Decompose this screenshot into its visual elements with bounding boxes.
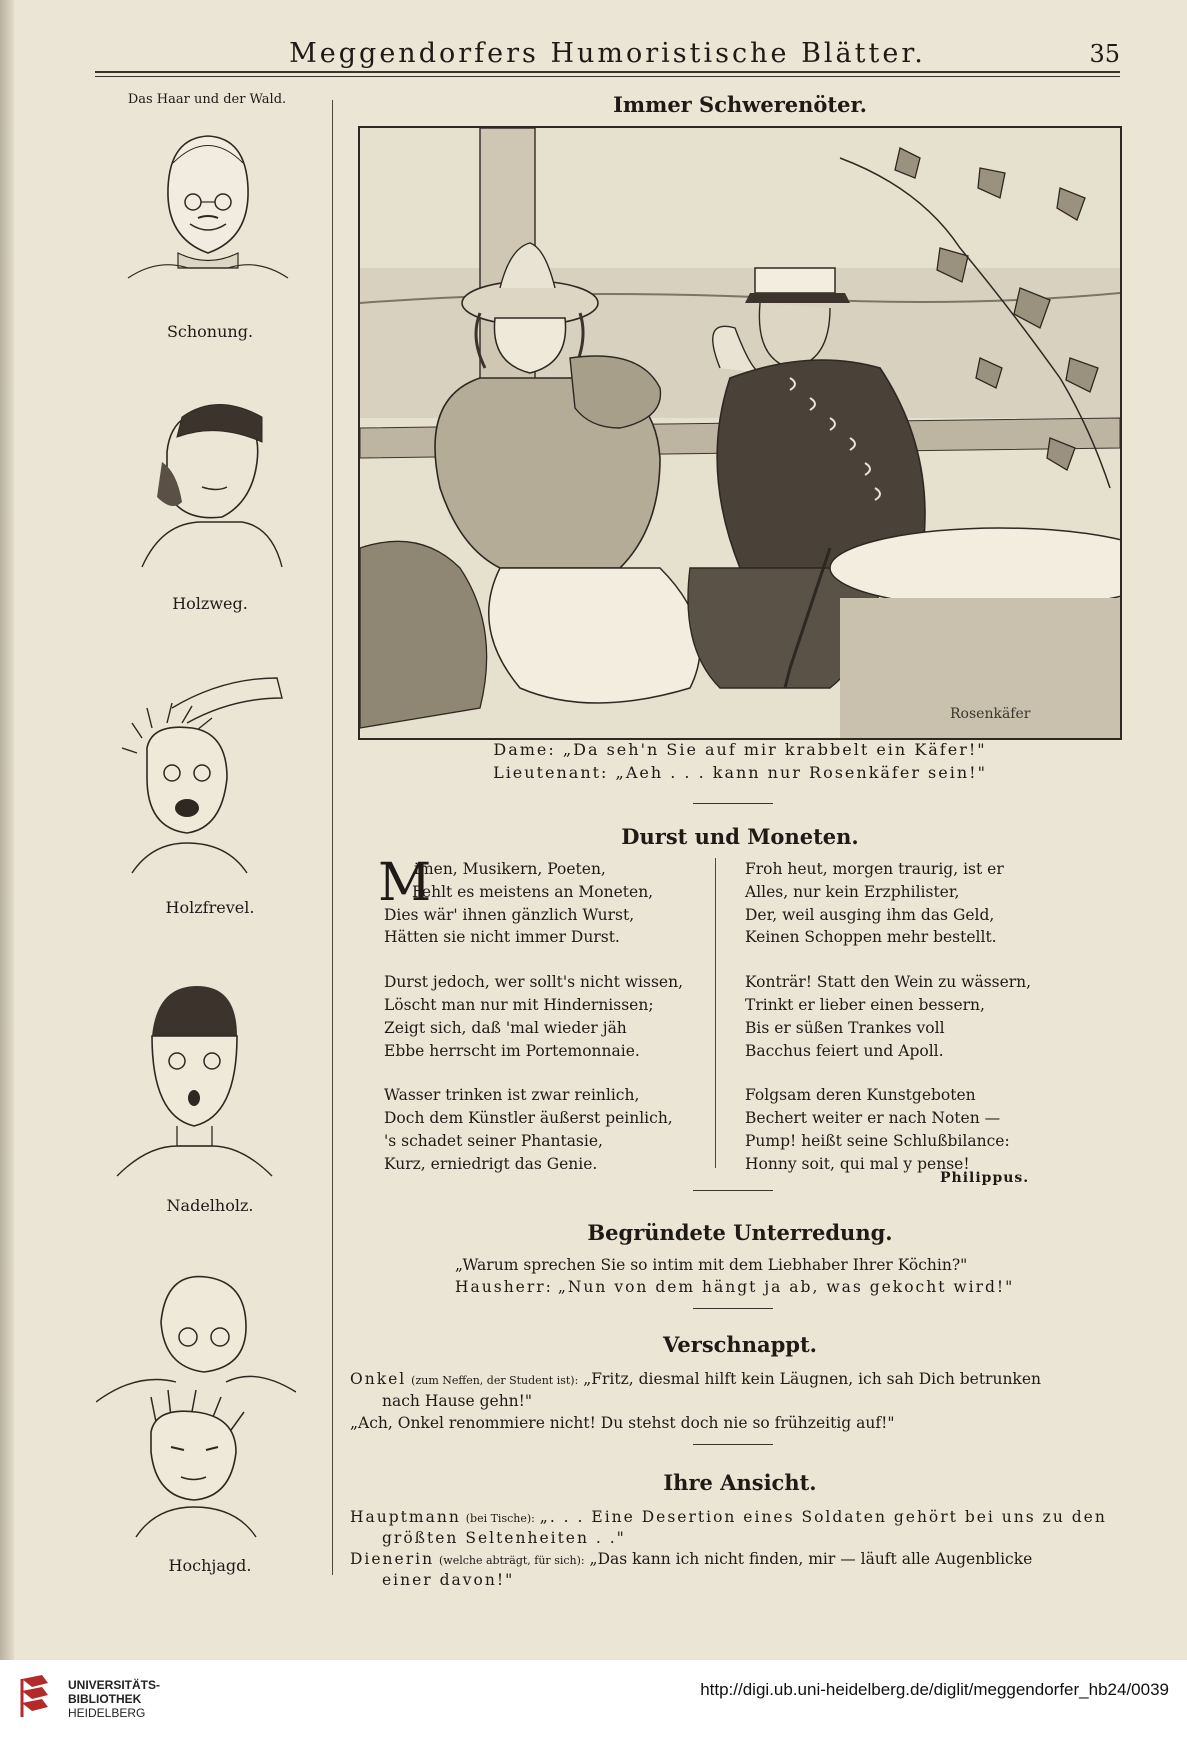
source-url-link[interactable]: http://digi.ub.uni-heidelberg.de/diglit/meggendorfer_hb24/0039 [700, 1680, 1169, 1699]
article-title-immer-schwerenoeter: Immer Schwerenöter. [613, 92, 867, 117]
dialog-line: „. . . Eine Desertion eines Soldaten gehört bei uns zu den [539, 1508, 1107, 1526]
poem-left-column [384, 858, 714, 1198]
library-line: UNIVERSITÄTS- [68, 1678, 161, 1692]
caption-dame: Dame: „Da seh'n Sie auf mir krabbelt ein Käfer!" [493, 740, 987, 759]
page-number: 35 [1089, 40, 1120, 68]
article-title-begruendete-unterredung: Begründete Unterredung. [587, 1220, 893, 1245]
verse-line: 's schadet seiner Phantasie, [384, 1131, 603, 1150]
caricature-spiky-hair [112, 976, 277, 1181]
verse-line: Der, weil ausging ihm das Geld, [745, 905, 995, 924]
poem-dropcap: M [378, 853, 432, 913]
caption-lieutenant: Lieutenant: „Aeh . . . kann nur Rosenkäfer sein!" [493, 763, 987, 782]
stanza [745, 971, 1075, 1062]
verse-line: Bacchus feiert und Apoll. [745, 1041, 944, 1060]
caption-4: Nadelholz. [166, 1196, 254, 1215]
verse-line: Honny soit, qui mal y pense! [745, 1154, 970, 1173]
article-title-ihre-ansicht: Ihre Ansicht. [663, 1470, 817, 1495]
verse-line: Alles, nur kein Erzphilister, [745, 882, 960, 901]
verse-line: Trinkt er lieber einen bessern, [745, 995, 985, 1014]
verse-line: Durst jedoch, wer sollt's nicht wissen, [384, 973, 684, 992]
dialog-line: „Das kann ich nicht finden, mir — läuft alle Augenblicke [589, 1550, 1033, 1568]
verse-line: Konträr! Statt den Wein zu wässern, [745, 973, 1032, 992]
dialog-line-cont: nach Hause gehn!" [382, 1392, 533, 1410]
verse-line: Dies wär' ihnen gänzlich Wurst, [384, 905, 635, 924]
dialog-line-cont: größten Seltenheiten . ." [382, 1529, 626, 1547]
library-name [68, 1678, 160, 1720]
article-title-verschnappt: Verschnappt. [663, 1332, 817, 1357]
caption-2: Holzweg. [172, 594, 248, 613]
verse-line: Fehlt es meistens an Moneten, [412, 882, 654, 901]
dialog-answer-line [455, 1276, 1014, 1298]
illustration-lady-and-lieutenant [358, 126, 1122, 740]
verse-line: Bechert weiter er nach Noten — [745, 1109, 1001, 1128]
dialog-question: „Warum sprechen Sie so intim mit dem Liebhaber Ihrer Köchin?" [455, 1256, 968, 1274]
poem-title: Durst und Moneten. [621, 824, 859, 849]
dialog-onkel [350, 1368, 1120, 1392]
speaker-hauptmann: Hauptmann [350, 1508, 461, 1526]
verse-line: Pump! heißt seine Schlußbilance: [745, 1131, 1010, 1150]
library-line: BIBLIOTHEK [68, 1692, 142, 1706]
artist-signature: Rosenkäfer [950, 706, 1031, 722]
verse-line: Doch dem Künstler äußerst peinlich, [384, 1109, 673, 1128]
library-logo-icon [18, 1673, 58, 1721]
stage-direction: (welche abträgt, für sich): [439, 1554, 585, 1567]
section-rule-4 [693, 1444, 773, 1445]
section-rule-2 [693, 1190, 773, 1191]
poem-right-column [745, 858, 1075, 1198]
column-divider [332, 100, 333, 1575]
caption-3: Holzfrevel. [165, 898, 255, 917]
verse-line: Hätten sie nicht immer Durst. [384, 928, 620, 947]
dialog-reply: „Ach, Onkel renommiere nicht! Du stehst doch nie so frühzeitig auf!" [350, 1414, 895, 1432]
verse-line: Bis er süßen Trankes voll [745, 1018, 945, 1037]
illustration-drawing [360, 128, 1120, 738]
verse-line: Kurz, erniedrigt das Genie. [384, 1154, 598, 1173]
picture-caption [360, 738, 1120, 784]
stage-direction: (bei Tische): [465, 1512, 535, 1525]
stanza [745, 1084, 1075, 1175]
verse-line: Zeigt sich, daß 'mal wieder jäh [384, 1018, 627, 1037]
stanza [384, 858, 714, 949]
verse-line: Ebbe herrscht im Portemonnaie. [384, 1041, 640, 1060]
poem-column-divider [715, 858, 716, 1168]
section-rule-1 [693, 803, 773, 804]
stanza [745, 858, 1075, 949]
dialog-line-cont: einer davon!" [382, 1571, 515, 1589]
dialog-line: „Fritz, diesmal hilft kein Läugnen, ich sah Dich betrunken [583, 1370, 1041, 1388]
verse-line: imen, Musikern, Poeten, [414, 860, 606, 878]
speaker-dienerin: Dienerin [350, 1550, 435, 1568]
caption-5: Hochjagd. [168, 1556, 252, 1575]
caricature-man-glasses [118, 118, 298, 308]
caption-1: Schonung. [166, 322, 254, 341]
caricature-old-woman-boy [96, 1272, 296, 1542]
verse-line: Keinen Schoppen mehr bestellt. [745, 928, 997, 947]
verse-line: Folgsam deren Kunstgeboten [745, 1086, 976, 1105]
stanza [384, 1084, 714, 1175]
library-line: HEIDELBERG [68, 1706, 146, 1720]
speaker-onkel: Onkel [350, 1370, 407, 1388]
dialog-answer: „Nun von dem hängt ja ab, was gekocht wird!" [557, 1278, 1015, 1296]
header-rule [95, 71, 1120, 73]
caricature-hair-pulled [112, 668, 292, 878]
speaker-hausherr: Hausherr: [455, 1278, 553, 1296]
header-rule-thin [95, 76, 1120, 77]
stage-direction: (zum Neffen, der Student ist): [411, 1374, 579, 1387]
stanza [384, 971, 714, 1062]
caricature-man-cap [122, 392, 292, 572]
verse-line: Löscht man nur mit Hindernissen; [384, 995, 654, 1014]
magazine-title: Meggendorfers Humoristische Blätter. [289, 38, 926, 69]
section-rule-3 [693, 1308, 773, 1309]
verse-line: Froh heut, morgen traurig, ist er [745, 860, 1004, 878]
page-edge-shadow [0, 0, 14, 1660]
sidebar-title: Das Haar und der Wald. [127, 92, 287, 107]
poem-author: Philippus. [940, 1170, 1030, 1186]
verse-line: Wasser trinken ist zwar reinlich, [384, 1086, 640, 1105]
